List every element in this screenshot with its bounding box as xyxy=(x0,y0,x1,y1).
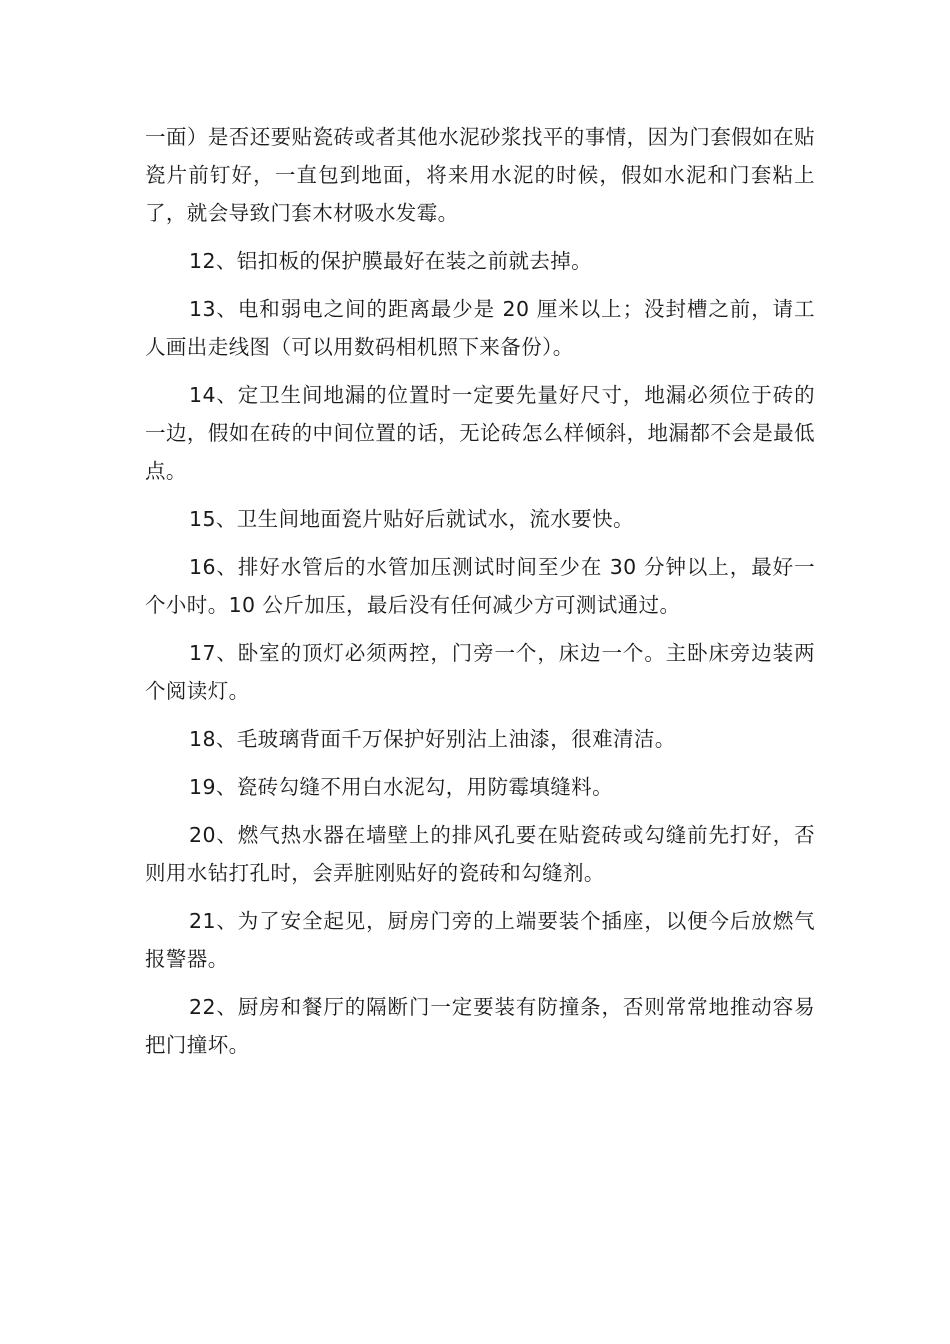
paragraph-item-18: 18、毛玻璃背面千万保护好别沾上油漆，很难清洁。 xyxy=(189,727,676,751)
paragraph-item-16: 16、排好水管后的水管加压测试时间至少在 30 分钟以上，最好一个小时。10 公斤加压，最后没有任何减少方可测试通过。 xyxy=(145,555,815,617)
paragraph-continuation: 一面）是否还要贴瓷砖或者其他水泥砂浆找平的事情，因为门套假如在贴瓷片前钉好，一直包到地面，将来用水泥的时候，假如水泥和门套粘上了，就会导致门套木材吸水发霉。 xyxy=(145,125,815,225)
paragraph-item-13: 13、电和弱电之间的距离最少是 20 厘米以上；没封槽之前，请工人画出走线图（可以用数码相机照下来备份）。 xyxy=(145,297,815,359)
paragraph-item-14: 14、定卫生间地漏的位置时一定要先量好尺寸，地漏必须位于砖的一边，假如在砖的中间位置的话，无论砖怎么样倾斜，地漏都不会是最低点。 xyxy=(145,383,815,483)
paragraph-item-15: 15、卫生间地面瓷片贴好后就试水，流水要快。 xyxy=(189,507,634,531)
paragraph-item-17: 17、卧室的顶灯必须两控，门旁一个，床边一个。主卧床旁边装两个阅读灯。 xyxy=(145,641,815,703)
document-body xyxy=(145,118,815,1074)
paragraph-item-20: 20、燃气热水器在墙壁上的排风孔要在贴瓷砖或勾缝前先打好，否则用水钻打孔时，会弄脏刚贴好的瓷砖和勾缝剂。 xyxy=(145,823,815,885)
paragraph-item-12: 12、铝扣板的保护膜最好在装之前就去掉。 xyxy=(189,249,593,273)
paragraph-item-19: 19、瓷砖勾缝不用白水泥勾，用防霉填缝料。 xyxy=(189,775,613,799)
paragraph-item-22: 22、厨房和餐厅的隔断门一定要装有防撞条，否则常常地推动容易把门撞坏。 xyxy=(145,995,815,1057)
paragraph-item-21: 21、为了安全起见，厨房门旁的上端要装个插座，以便今后放燃气报警器。 xyxy=(145,909,815,971)
